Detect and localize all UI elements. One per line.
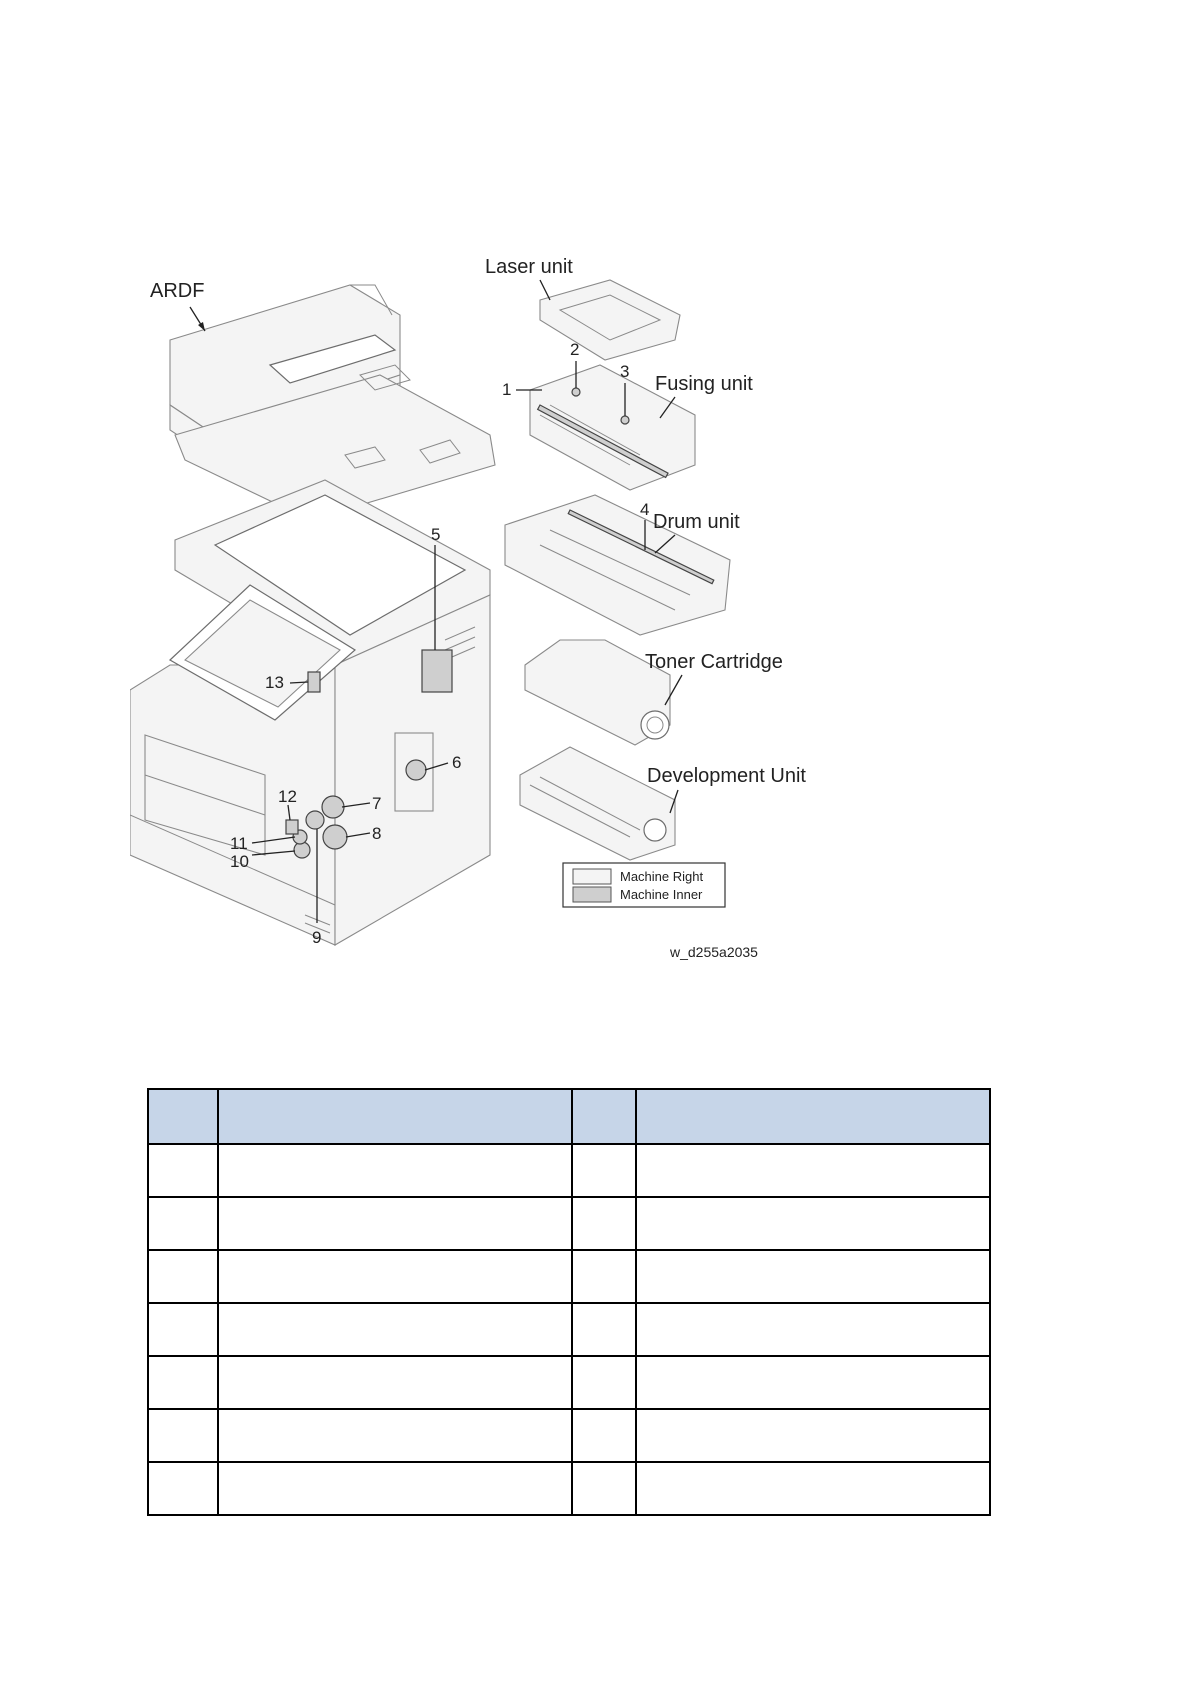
- fusing-unit-label: Fusing unit: [655, 373, 753, 395]
- component-7: [322, 796, 344, 818]
- table-cell: [572, 1356, 636, 1409]
- header-description: [218, 1089, 572, 1144]
- legend-swatch-inner: [573, 887, 611, 902]
- table-cell: [148, 1462, 218, 1515]
- table-cell: [218, 1409, 572, 1462]
- parts-layout-figure: [130, 255, 870, 1045]
- legend: [563, 863, 725, 907]
- table-cell: [572, 1144, 636, 1197]
- callout-1: 1: [502, 380, 512, 399]
- development-unit-illustration: [520, 747, 675, 860]
- table-cell: [636, 1144, 990, 1197]
- laser-unit-label: Laser unit: [485, 256, 573, 278]
- header-no-2: [572, 1089, 636, 1144]
- callout-7: 7: [372, 794, 382, 813]
- component-13: [308, 672, 320, 692]
- header-description-2: [636, 1089, 990, 1144]
- table-row: [148, 1303, 990, 1356]
- table-cell: [148, 1250, 218, 1303]
- table-row: [148, 1356, 990, 1409]
- header-no: [148, 1089, 218, 1144]
- machine-body-illustration: [130, 480, 490, 945]
- callout-11: 11: [230, 834, 248, 853]
- callout-6: 6: [452, 753, 462, 772]
- table-cell: [636, 1250, 990, 1303]
- toner-cartridge-label: Toner Cartridge: [645, 651, 783, 673]
- component-3: [621, 416, 629, 424]
- table-cell: [218, 1250, 572, 1303]
- component-9: [306, 811, 324, 829]
- development-unit-label: Development Unit: [647, 765, 806, 787]
- legend-machine-right: Machine Right: [620, 869, 704, 884]
- callout-12: 12: [278, 787, 297, 806]
- table-cell: [636, 1303, 990, 1356]
- drum-unit-label: Drum unit: [653, 511, 740, 533]
- callout-3: 3: [620, 362, 630, 381]
- table-cell: [218, 1462, 572, 1515]
- callout-2: 2: [570, 340, 580, 359]
- table-cell: [148, 1303, 218, 1356]
- legend-machine-inner: Machine Inner: [620, 887, 703, 902]
- laser-unit-illustration: [540, 280, 680, 360]
- ardf-label: ARDF: [150, 280, 205, 302]
- callout-8: 8: [372, 824, 382, 843]
- table-cell: [218, 1197, 572, 1250]
- callout-9: 9: [312, 928, 322, 947]
- table-cell: [636, 1197, 990, 1250]
- image-code: w_d255a2035: [670, 944, 758, 960]
- table-cell: [636, 1462, 990, 1515]
- legend-swatch-right: [573, 869, 611, 884]
- parts-table: [147, 1088, 991, 1516]
- table-cell: [572, 1303, 636, 1356]
- table-cell: [636, 1409, 990, 1462]
- component-12: [286, 820, 298, 834]
- table-cell: [636, 1356, 990, 1409]
- table-cell: [148, 1197, 218, 1250]
- table-cell: [218, 1303, 572, 1356]
- component-10: [294, 842, 310, 858]
- callout-5: 5: [431, 525, 441, 544]
- component-2: [572, 388, 580, 396]
- table-row: [148, 1250, 990, 1303]
- callout-4: 4: [640, 500, 650, 519]
- table-row: [148, 1144, 990, 1197]
- table-cell: [572, 1462, 636, 1515]
- table-cell: [572, 1197, 636, 1250]
- table-header-row: [148, 1089, 990, 1144]
- callout-10: 10: [230, 852, 249, 871]
- table-cell: [148, 1409, 218, 1462]
- table-row: [148, 1462, 990, 1515]
- component-5: [422, 650, 452, 692]
- table-row: [148, 1197, 990, 1250]
- table-cell: [148, 1356, 218, 1409]
- table-row: [148, 1409, 990, 1462]
- callout-13: 13: [265, 673, 284, 692]
- component-8: [323, 825, 347, 849]
- table-cell: [148, 1144, 218, 1197]
- table-cell: [218, 1144, 572, 1197]
- table-cell: [572, 1409, 636, 1462]
- table-cell: [572, 1250, 636, 1303]
- table-cell: [218, 1356, 572, 1409]
